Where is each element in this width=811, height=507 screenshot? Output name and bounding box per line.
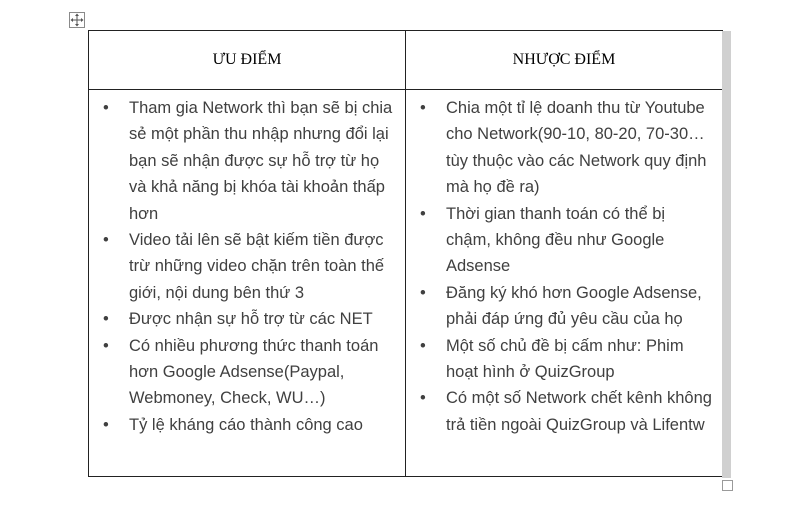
list-item: • Video tải lên sẽ bật kiếm tiền được trừ những video chặn trên toàn thế giới, nội dung bên thứ 3 <box>129 227 395 306</box>
advantages-cell[interactable] <box>89 90 406 477</box>
list-item: • Tham gia Network thì bạn sẽ bị chia sẻ một phần thu nhập nhưng đổi lại bạn sẽ nhận được sự hỗ trợ từ họ và khả năng bị khóa tài khoản thấp hơn <box>129 95 395 227</box>
list-item: • Thời gian thanh toán có thể bị chậm, không đều như Google Adsense <box>446 201 712 280</box>
list-item: • Chia một tỉ lệ doanh thu từ Youtube cho Network(90-10, 80-20, 70-30… tùy thuộc vào các Network quy định mà họ đề ra) <box>446 95 712 201</box>
four-arrow-move-icon <box>70 13 84 27</box>
table-header-row <box>89 31 723 90</box>
table-move-handle-icon[interactable] <box>69 12 85 28</box>
list-item: • Đăng ký khó hơn Google Adsense, phải đáp ứng đủ yêu cầu của họ <box>446 280 712 333</box>
pros-cons-table <box>88 30 723 477</box>
list-item: • Được nhận sự hỗ trợ từ các NET <box>129 306 395 332</box>
list-item: • Một số chủ đề bị cấm như: Phim hoạt hình ở QuizGroup <box>446 333 712 386</box>
table-resize-handle-icon[interactable] <box>722 480 733 491</box>
disadvantages-cell[interactable] <box>406 90 723 477</box>
disadvantages-list <box>406 90 722 438</box>
advantages-list <box>89 90 405 438</box>
header-disadvantages[interactable]: NHƯỢC ĐIỂM <box>406 31 723 90</box>
table-row <box>89 90 723 477</box>
header-advantages[interactable]: ƯU ĐIỂM <box>89 31 406 90</box>
list-item: • Tỷ lệ kháng cáo thành công cao <box>129 412 395 438</box>
list-item: • Có một số Network chết kênh không trả tiền ngoài QuizGroup và Lifentw <box>446 385 712 438</box>
list-item: • Có nhiều phương thức thanh toán hơn Google Adsense(Paypal, Webmoney, Check, WU…) <box>129 333 395 412</box>
column-selection-bar[interactable] <box>722 31 731 478</box>
